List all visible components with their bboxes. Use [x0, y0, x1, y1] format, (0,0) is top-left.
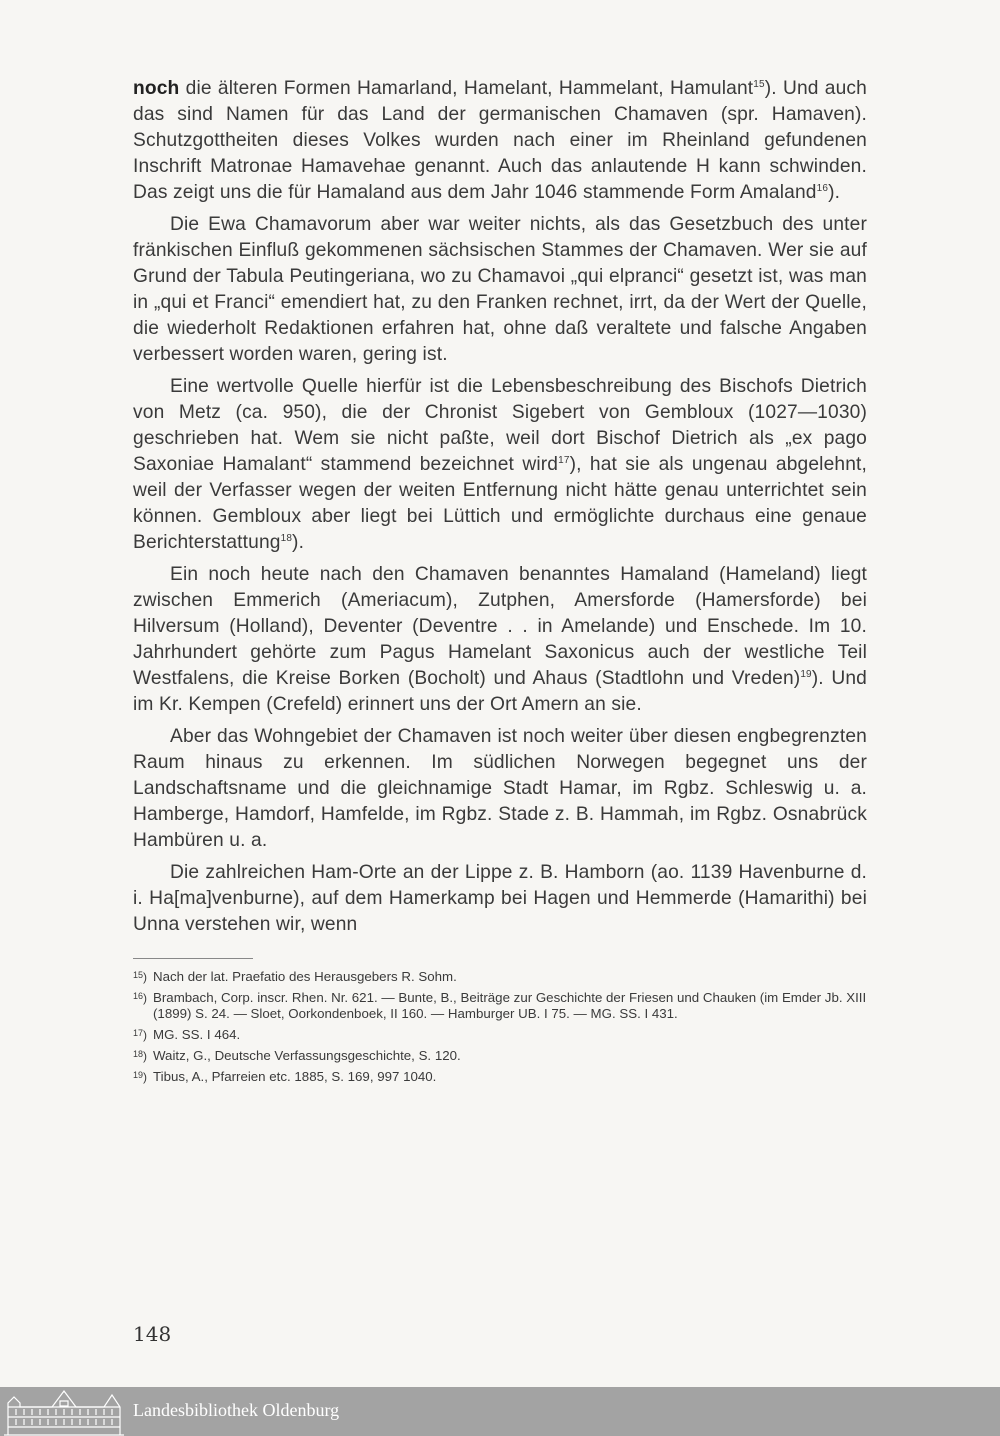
text: ). — [292, 532, 305, 553]
footnote-15 — [133, 969, 867, 985]
text: Eine wertvolle Quelle hierfür ist die Lebensbeschreibung des Bischofs Dietrich von Metz (ca. 950), die der Chronist Sigebert von Gembloux (1027—1030) geschrieben hat. Wem sie nicht paßte, weil dort Bischof Dietrich als „ex pago Saxoniae Hamalant“ stammend bezeichnet wird — [133, 376, 867, 475]
text: ). Und auch das sind Namen für das Land der germanischen Chamaven (spr. Hamaven). Schutzgottheiten dieses Volkes wurden nach einer im Rheinland gefundenen Inschrift Matronae Hamavehae genannt. Auch das anlautende H kann schwinden. Das zeigt uns die für Hamaland aus dem Jahr 1046 stammende Form Amaland — [133, 78, 867, 203]
text: ), hat sie als ungenau abgelehnt, weil der Verfasser wegen der weiten Entfernung nicht hätte genau unterrichtet sein können. Gembloux aber liegt bei Lüttich und ermöglichte durchaus eine genaue Berichterstattung — [133, 454, 868, 553]
footnote-number: $^{17}$) — [133, 1028, 148, 1042]
paragraph-5 — [133, 724, 867, 854]
text: die älteren Formen Hamarland, Hamelant, Hammelant, Hamulant — [179, 78, 754, 99]
paragraph-3 — [133, 374, 867, 556]
footnote-divider — [133, 958, 253, 959]
footnote-ref: 15 — [753, 79, 765, 90]
text: ). — [828, 182, 841, 203]
paragraph-2 — [133, 212, 867, 368]
footnote-text: Brambach, Corp. inscr. Rhen. Nr. 621. — Bunte, B., Beiträge zur Geschichte der Friesen und Chauken (im Emder Jb. XIII (1899) S. 24. — Sloet, Oorkondenboek, II 160. — Hamburger UB. I 75. — MG. SS. I 431. — [153, 990, 867, 1021]
paragraph-4 — [133, 562, 867, 718]
footnote-19 — [133, 1069, 867, 1085]
text: ). Und im Kr. Kempen (Crefeld) erinnert uns der Ort Amern an sie. — [133, 668, 867, 715]
institution-name: Landesbibliothek Oldenburg — [133, 1400, 340, 1420]
footnote-text: MG. SS. I 464. — [153, 1027, 241, 1042]
footnotes — [133, 969, 867, 1085]
footnote-number: $^{15}$) — [133, 970, 148, 984]
text: Aber das Wohngebiet der Chamaven ist noch weiter über diesen engbegrenzten Raum hinaus zu erkennen. Im südlichen Norwegen begegnet uns der Landschaftsname und die gleichnamige Stadt Hamar, im Rgbz. Schleswig u. a. Hamberge, Hamdorf, Hamfelde, im Rgbz. Stade z. B. Hammah, im Rgbz. Osnabrück Hambüren u. a. — [133, 726, 867, 851]
footnote-number: $^{18}$) — [133, 1049, 148, 1063]
page-body — [133, 76, 867, 1090]
page-number: 148 — [133, 1322, 172, 1346]
footnote-17 — [133, 1027, 867, 1043]
footnote-16 — [133, 990, 867, 1022]
library-building-icon — [4, 1387, 124, 1436]
footnote-number: $^{16}$) — [133, 991, 148, 1005]
footnote-number: $^{19}$) — [133, 1070, 148, 1084]
text: Die zahlreichen Ham-Orte an der Lippe z. B. Hamborn (ao. 1139 Havenburne d. i. Ha[ma]venburne), auf dem Hamerkamp bei Hagen und Hemmerde (Hamarithi) bei Unna verstehen wir, wenn — [133, 862, 867, 935]
paragraph-1 — [133, 76, 867, 206]
footnote-ref: 18 — [280, 533, 293, 544]
footnote-ref: 19 — [800, 669, 812, 680]
footnote-ref: 17 — [558, 455, 570, 466]
footnote-ref: 16 — [816, 183, 829, 194]
lead-word: noch — [133, 78, 180, 99]
footer-bar — [0, 1387, 1000, 1436]
text: Ein noch heute nach den Chamaven benanntes Hamaland (Hameland) liegt zwischen Emmerich (Ameriacum), Zutphen, Amersforde (Hamersforde) bei Hilversum (Holland), Deventer (Deventre . . in Amelande) und Enschede. Im 10. Jahrhundert gehörte zum Pagus Hamelant Saxonicus auch der westliche Teil Westfalens, die Kreise Borken (Bocholt) und Ahaus (Stadtlohn und Vreden) — [133, 564, 867, 689]
footnote-text: Nach der lat. Praefatio des Herausgebers R. Sohm. — [153, 969, 457, 984]
footnote-text: Waitz, G., Deutsche Verfassungsgeschichte, S. 120. — [153, 1048, 461, 1063]
footnote-text: Tibus, A., Pfarreien etc. 1885, S. 169, 997 1040. — [153, 1069, 437, 1084]
paragraph-6 — [133, 860, 867, 938]
text: Die Ewa Chamavorum aber war weiter nichts, als das Gesetzbuch des unter fränkischen Einfluß gekommenen sächsischen Stammes der Chamaven. Wer sie auf Grund der Tabula Peutingeriana, wo zu Chamavoi „qui elpranci“ gesetzt ist, was man in „qui et Franci“ emendiert hat, zu den Franken rechnet, irrt, da der Wert der Quelle, die wiederholt Redaktionen erfahren hat, ohne daß veraltete und falsche Angaben verbessert worden waren, gering ist. — [133, 214, 867, 365]
footnote-18 — [133, 1048, 867, 1064]
